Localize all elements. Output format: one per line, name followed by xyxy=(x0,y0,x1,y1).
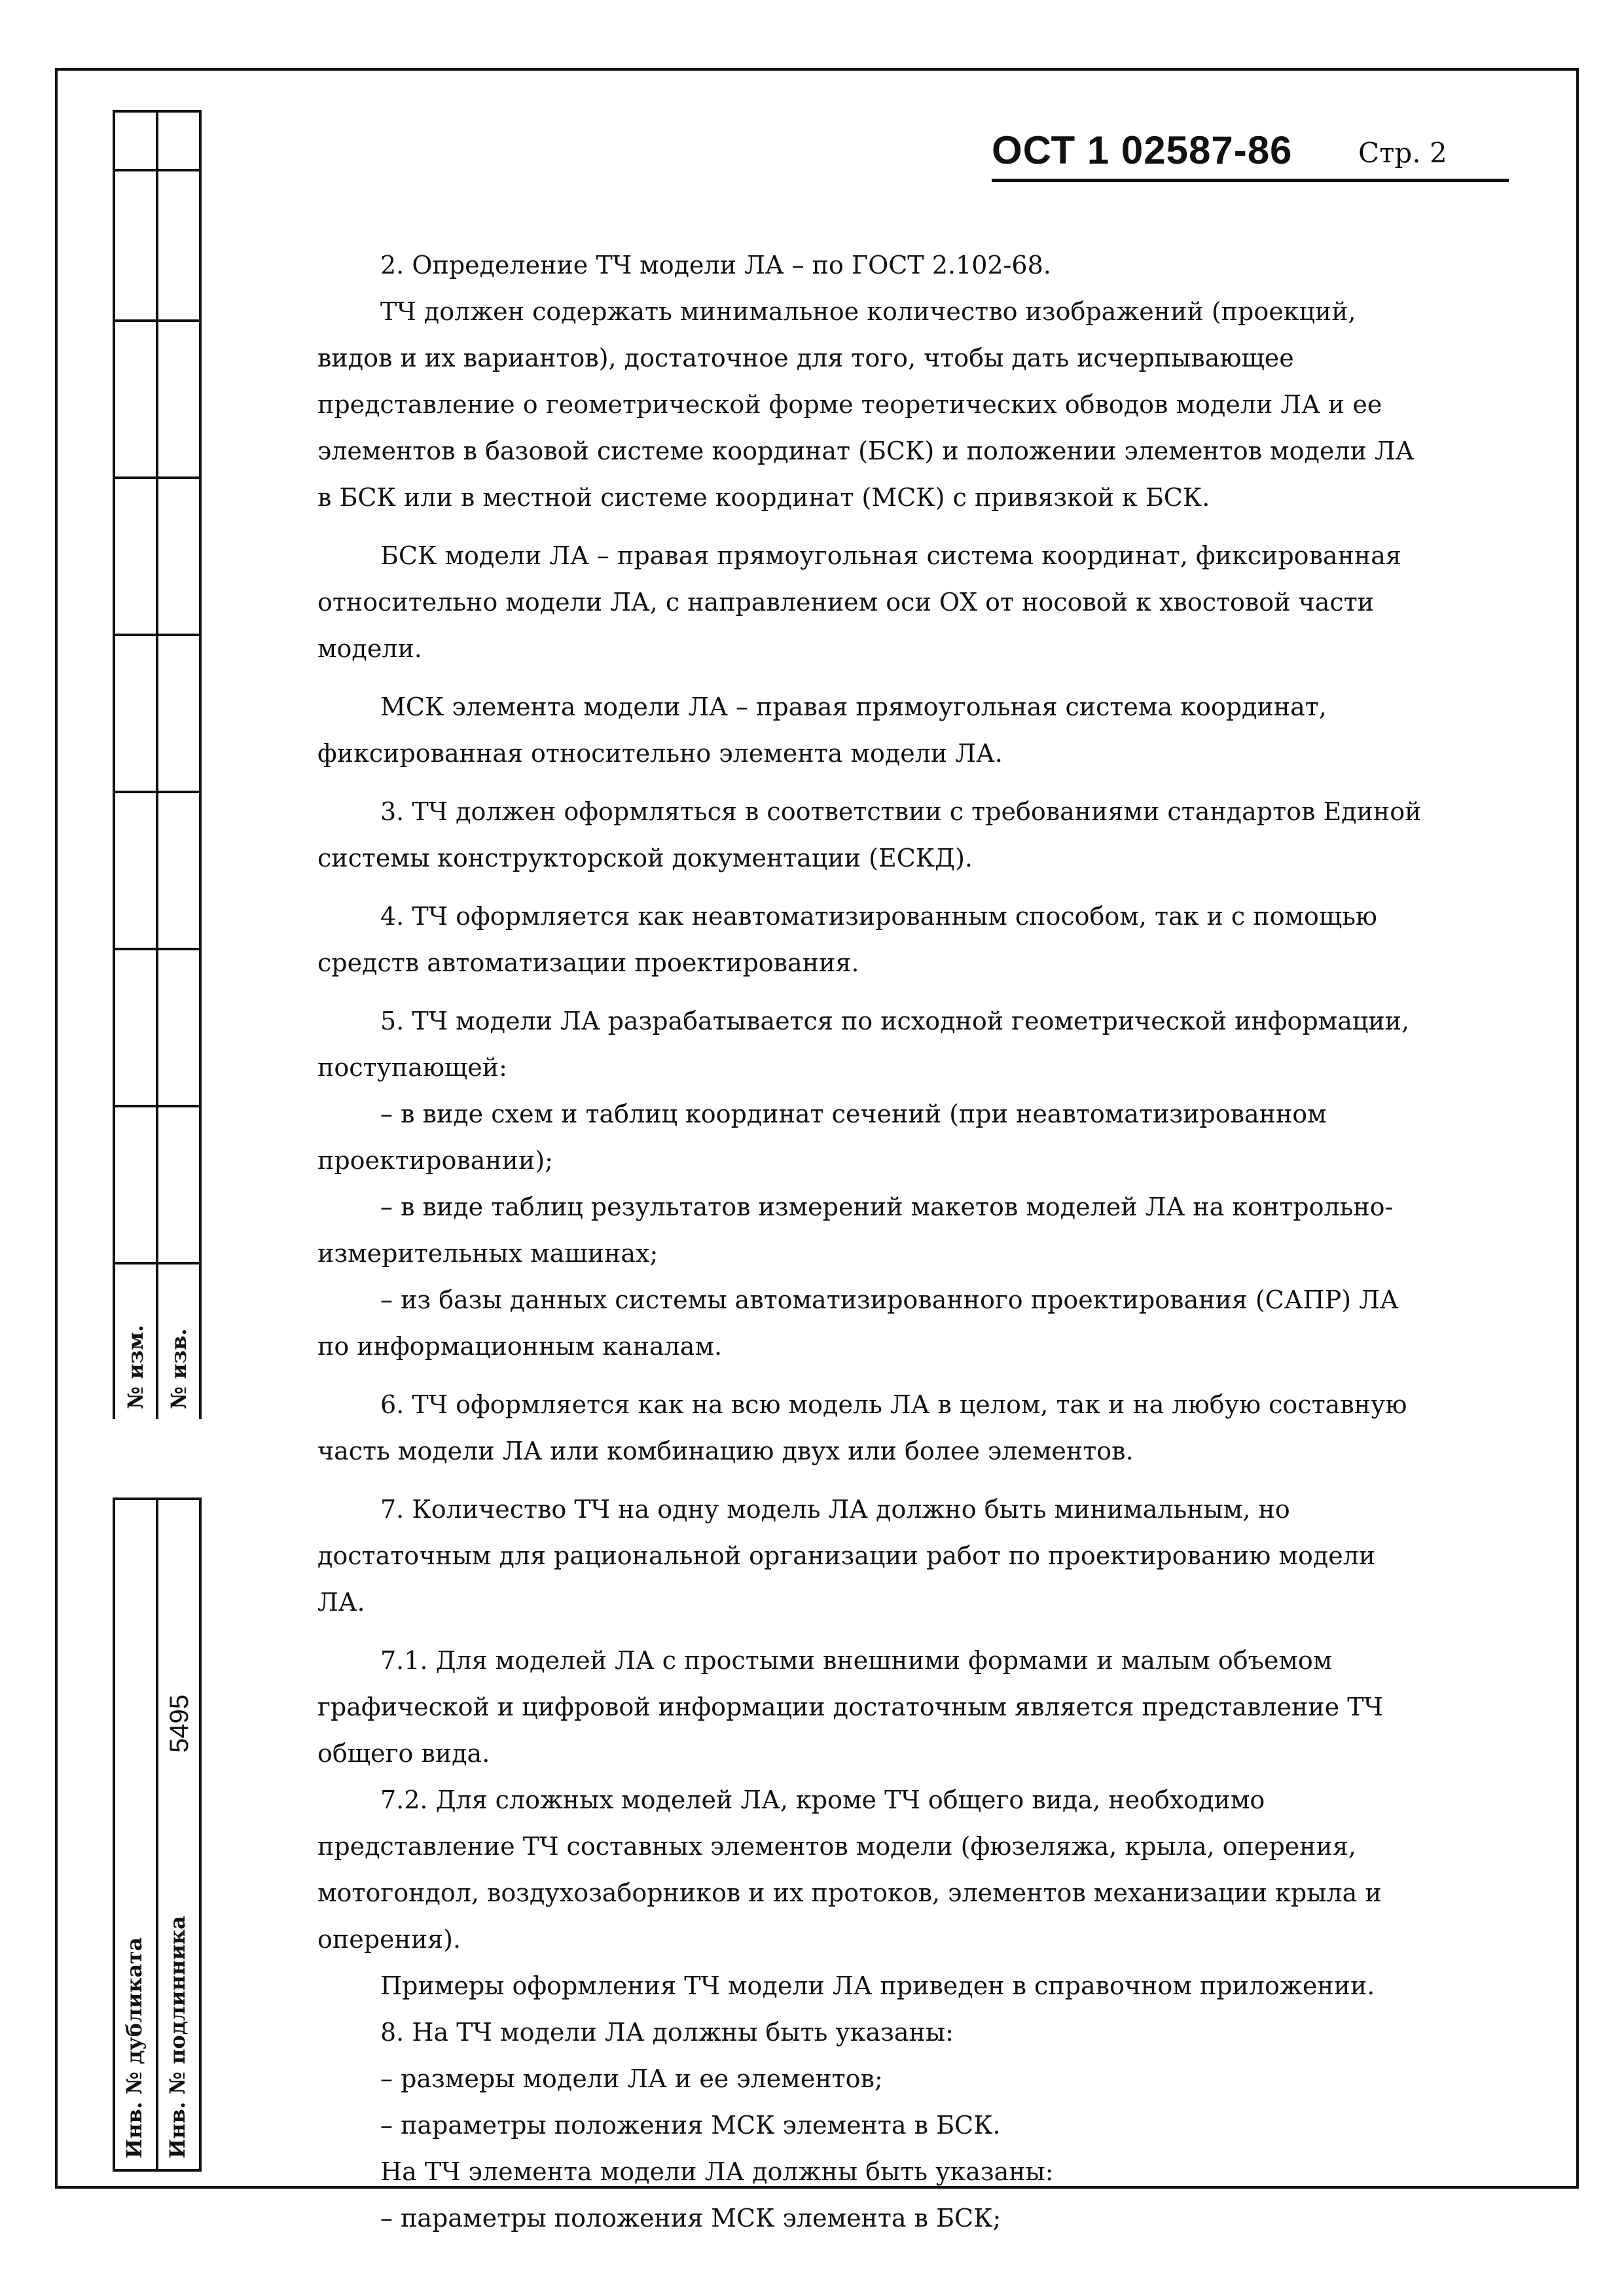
stamp-row-line xyxy=(113,634,202,636)
list-item: – в виде схем и таблиц координат сечений (при неавтоматизированном проектировании); xyxy=(317,1100,1327,1175)
paragraph: 7. Количество ТЧ на одну модель ЛА должно быть минимальным, но достаточным для рациональной организации работ по проектированию модели ЛА. xyxy=(317,1495,1376,1617)
paragraph: 5. ТЧ модели ЛА разрабатывается по исходной геометрической информации, поступающей: xyxy=(317,1007,1410,1082)
paragraph: ТЧ должен содержать минимальное количество изображений (проекций, видов и их вариантов), достаточное для того, чтобы дать исчерпывающее представление о геометрической форме теоретических обводов модели ЛА и ее элементов в базовой системе координат (БСК) и положении элементов модели ЛА в БСК или в местной системе координат (МСК) с привязкой к БСК. xyxy=(317,297,1415,512)
paragraph: 2. Определение ТЧ модели ЛА – по ГОСТ 2.102-68. xyxy=(380,251,1051,279)
paragraph: МСК элемента модели ЛА – правая прямоугольная система координат, фиксированная относительно элемента модели ЛА. xyxy=(317,692,1327,768)
list-item: – параметры положения МСК элемента в БСК. xyxy=(380,2111,1001,2140)
stamp-row-line xyxy=(113,1262,202,1265)
list-item: – размеры модели ЛА и ее элементов; xyxy=(380,2064,883,2093)
inventory-number: 5495 xyxy=(165,1695,194,1753)
stamp-row-line xyxy=(113,1105,202,1107)
paragraph: 8. На ТЧ модели ЛА должны быть указаны: xyxy=(380,2018,954,2047)
list-item: – в виде таблиц результатов измерений макетов моделей ЛА на контрольно-измерительных машинах; xyxy=(317,1193,1394,1268)
stamp-row-line xyxy=(113,948,202,950)
header-rule xyxy=(992,179,1509,182)
paragraph: 6. ТЧ оформляется как на всю модель ЛА в целом, так и на любую составную часть модели ЛА или комбинацию двух или более элементов. xyxy=(317,1390,1407,1465)
notice-number-label: № изв. xyxy=(166,1328,191,1409)
paragraph: На ТЧ элемента модели ЛА должны быть указаны: xyxy=(380,2157,1054,2186)
list-item: – параметры положения МСК элемента в БСК; xyxy=(380,2204,1001,2233)
inventory-duplicate-label: Инв. № дубликата xyxy=(122,1937,147,2159)
inventory-original-label: Инв. № подлинника xyxy=(165,1916,190,2159)
paragraph: БСК модели ЛА – правая прямоугольная система координат, фиксированная относительно модели ЛА, с направлением оси ОХ от носовой к хвостовой части модели. xyxy=(317,541,1401,663)
change-number-label: № изм. xyxy=(123,1324,148,1409)
paragraph: 4. ТЧ оформляется как неавтоматизированным способом, так и с помощью средств автоматизации проектирования. xyxy=(317,902,1378,977)
stamp-divider xyxy=(156,110,158,1419)
paragraph: 3. ТЧ должен оформляться в соответствии с требованиями стандартов Единой системы конструкторской документации (ЕСКД). xyxy=(317,797,1422,872)
paragraph: 7.2. Для сложных моделей ЛА, кроме ТЧ общего вида, необходимо представление ТЧ составных элементов модели (фюзеляжа, крыла, оперения, мотогондол, воздухозаборников и их протоков, элементов механизации крыла и оперения). xyxy=(317,1785,1382,1954)
list-item: – из базы данных системы автоматизированного проектирования (САПР) ЛА по информационным каналам. xyxy=(317,1285,1399,1361)
page-number: Стр. 2 xyxy=(1358,137,1447,169)
document-header xyxy=(985,121,1509,184)
document-code: ОСТ 1 02587-86 xyxy=(992,128,1293,172)
paragraph: Примеры оформления ТЧ модели ЛА приведен в справочном приложении. xyxy=(380,1971,1375,2000)
document-body xyxy=(317,242,1430,2242)
stamp-row-line xyxy=(113,791,202,793)
stamp-row-line xyxy=(113,169,202,171)
paragraph: 7.1. Для моделей ЛА с простыми внешними формами и малым объемом графической и цифровой информации достаточным является представление ТЧ общего вида. xyxy=(317,1646,1383,1768)
stamp-row-line xyxy=(113,319,202,322)
stamp-column xyxy=(113,110,202,2172)
stamp-row-line xyxy=(113,476,202,479)
stamp-divider xyxy=(156,1498,158,2172)
